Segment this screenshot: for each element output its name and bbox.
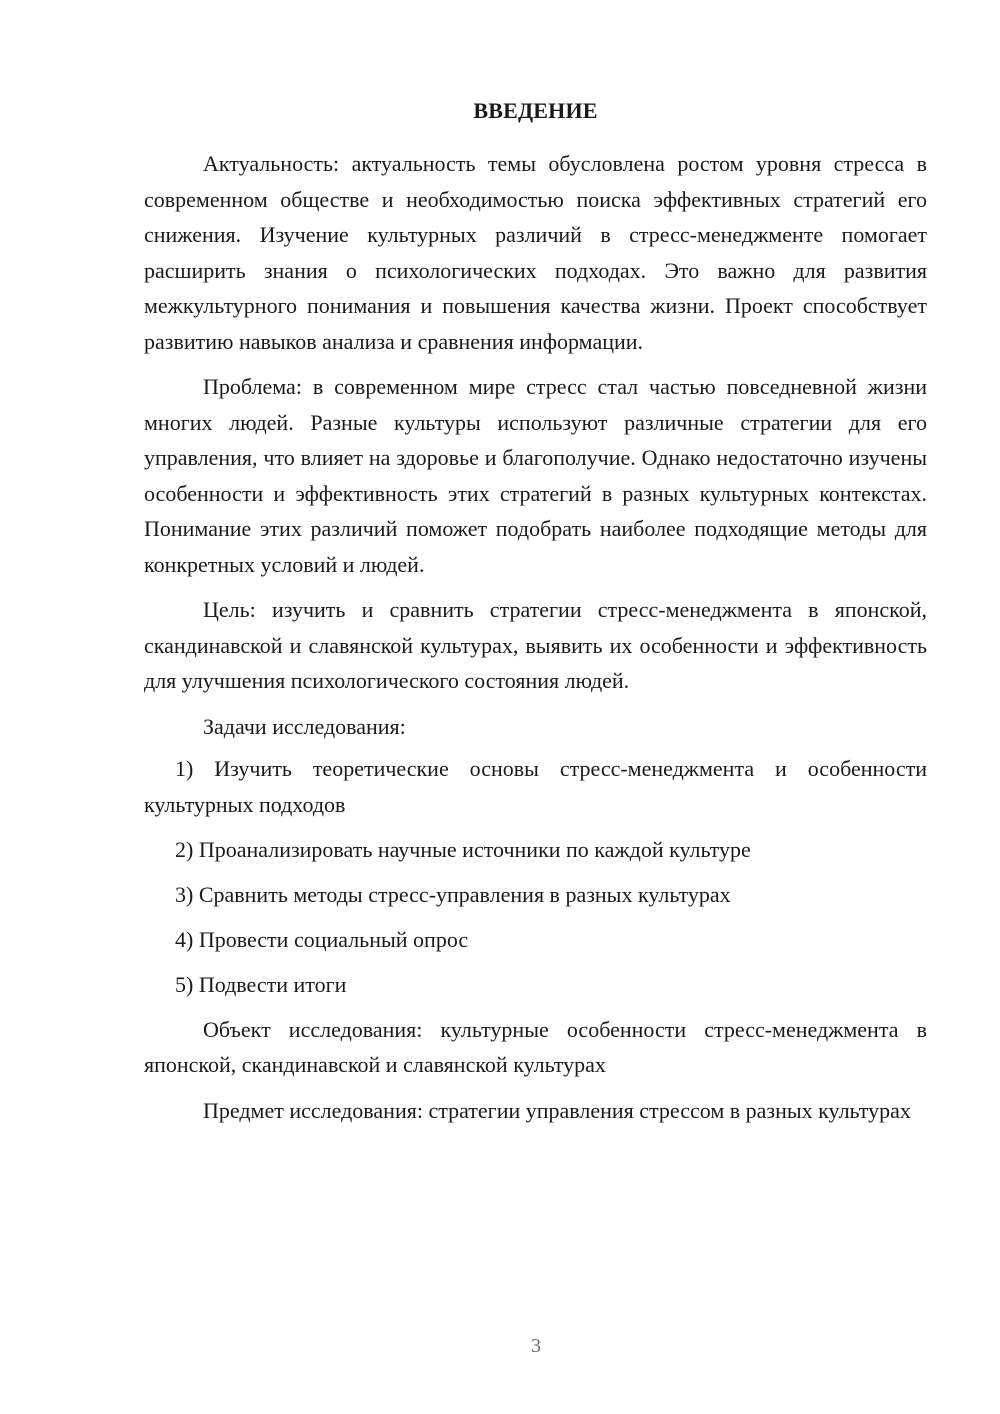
paragraph-subject: Предмет исследования: стратегии управления стрессом в разных культурах <box>203 1097 911 1123</box>
tasks-heading: Задачи исследования: <box>203 713 406 739</box>
task-item: 3) Сравнить методы стресс-управления в разных культурах <box>175 881 731 907</box>
task-item: 4) Провести социальный опрос <box>175 926 469 952</box>
task-item: 5) Подвести итоги <box>175 971 347 997</box>
task-item: 2) Проанализировать научные источники по каждой культуре <box>175 836 751 862</box>
tasks-list <box>144 751 927 1002</box>
page-content <box>144 96 927 1138</box>
paragraph-problem: Проблема: в современном мире стресс стал частью повседневной жизни многих людей. Разные культуры используют различные стратегии для его управления, что влияет на здоровье и благополучие. Однако недостаточно изучены особенности и эффективность этих стратегий в разных культурных контекстах. Понимание этих различий поможет подобрать наиболее подходящие методы для конкретных условий и людей. <box>144 374 927 577</box>
page-title: ВВЕДЕНИЕ <box>473 98 598 123</box>
paragraph-object: Объект исследования: культурные особенности стресс-менеджмента в японской, скандинавской и славянской культурах <box>144 1016 927 1077</box>
paragraph-relevance: Актуальность: актуальность темы обусловлена ростом уровня стресса в современном обществе и необходимостью поиска эффективных стратегий его снижения. Изучение культурных различий в стресс-менеджменте помогает расширить знания о психологических подходах. Это важно для развития межкультурного понимания и повышения качества жизни. Проект способствует развитию навыков анализа и сравнения информации. <box>144 151 927 354</box>
page-number: 3 <box>531 1335 541 1357</box>
task-item: 1) Изучить теоретические основы стресс-менеджмента и особенности культурных подходов <box>144 756 927 817</box>
paragraph-goal: Цель: изучить и сравнить стратегии стресс-менеджмента в японской, скандинавской и славянской культурах, выявить их особенности и эффективность для улучшения психологического состояния людей. <box>144 597 927 693</box>
